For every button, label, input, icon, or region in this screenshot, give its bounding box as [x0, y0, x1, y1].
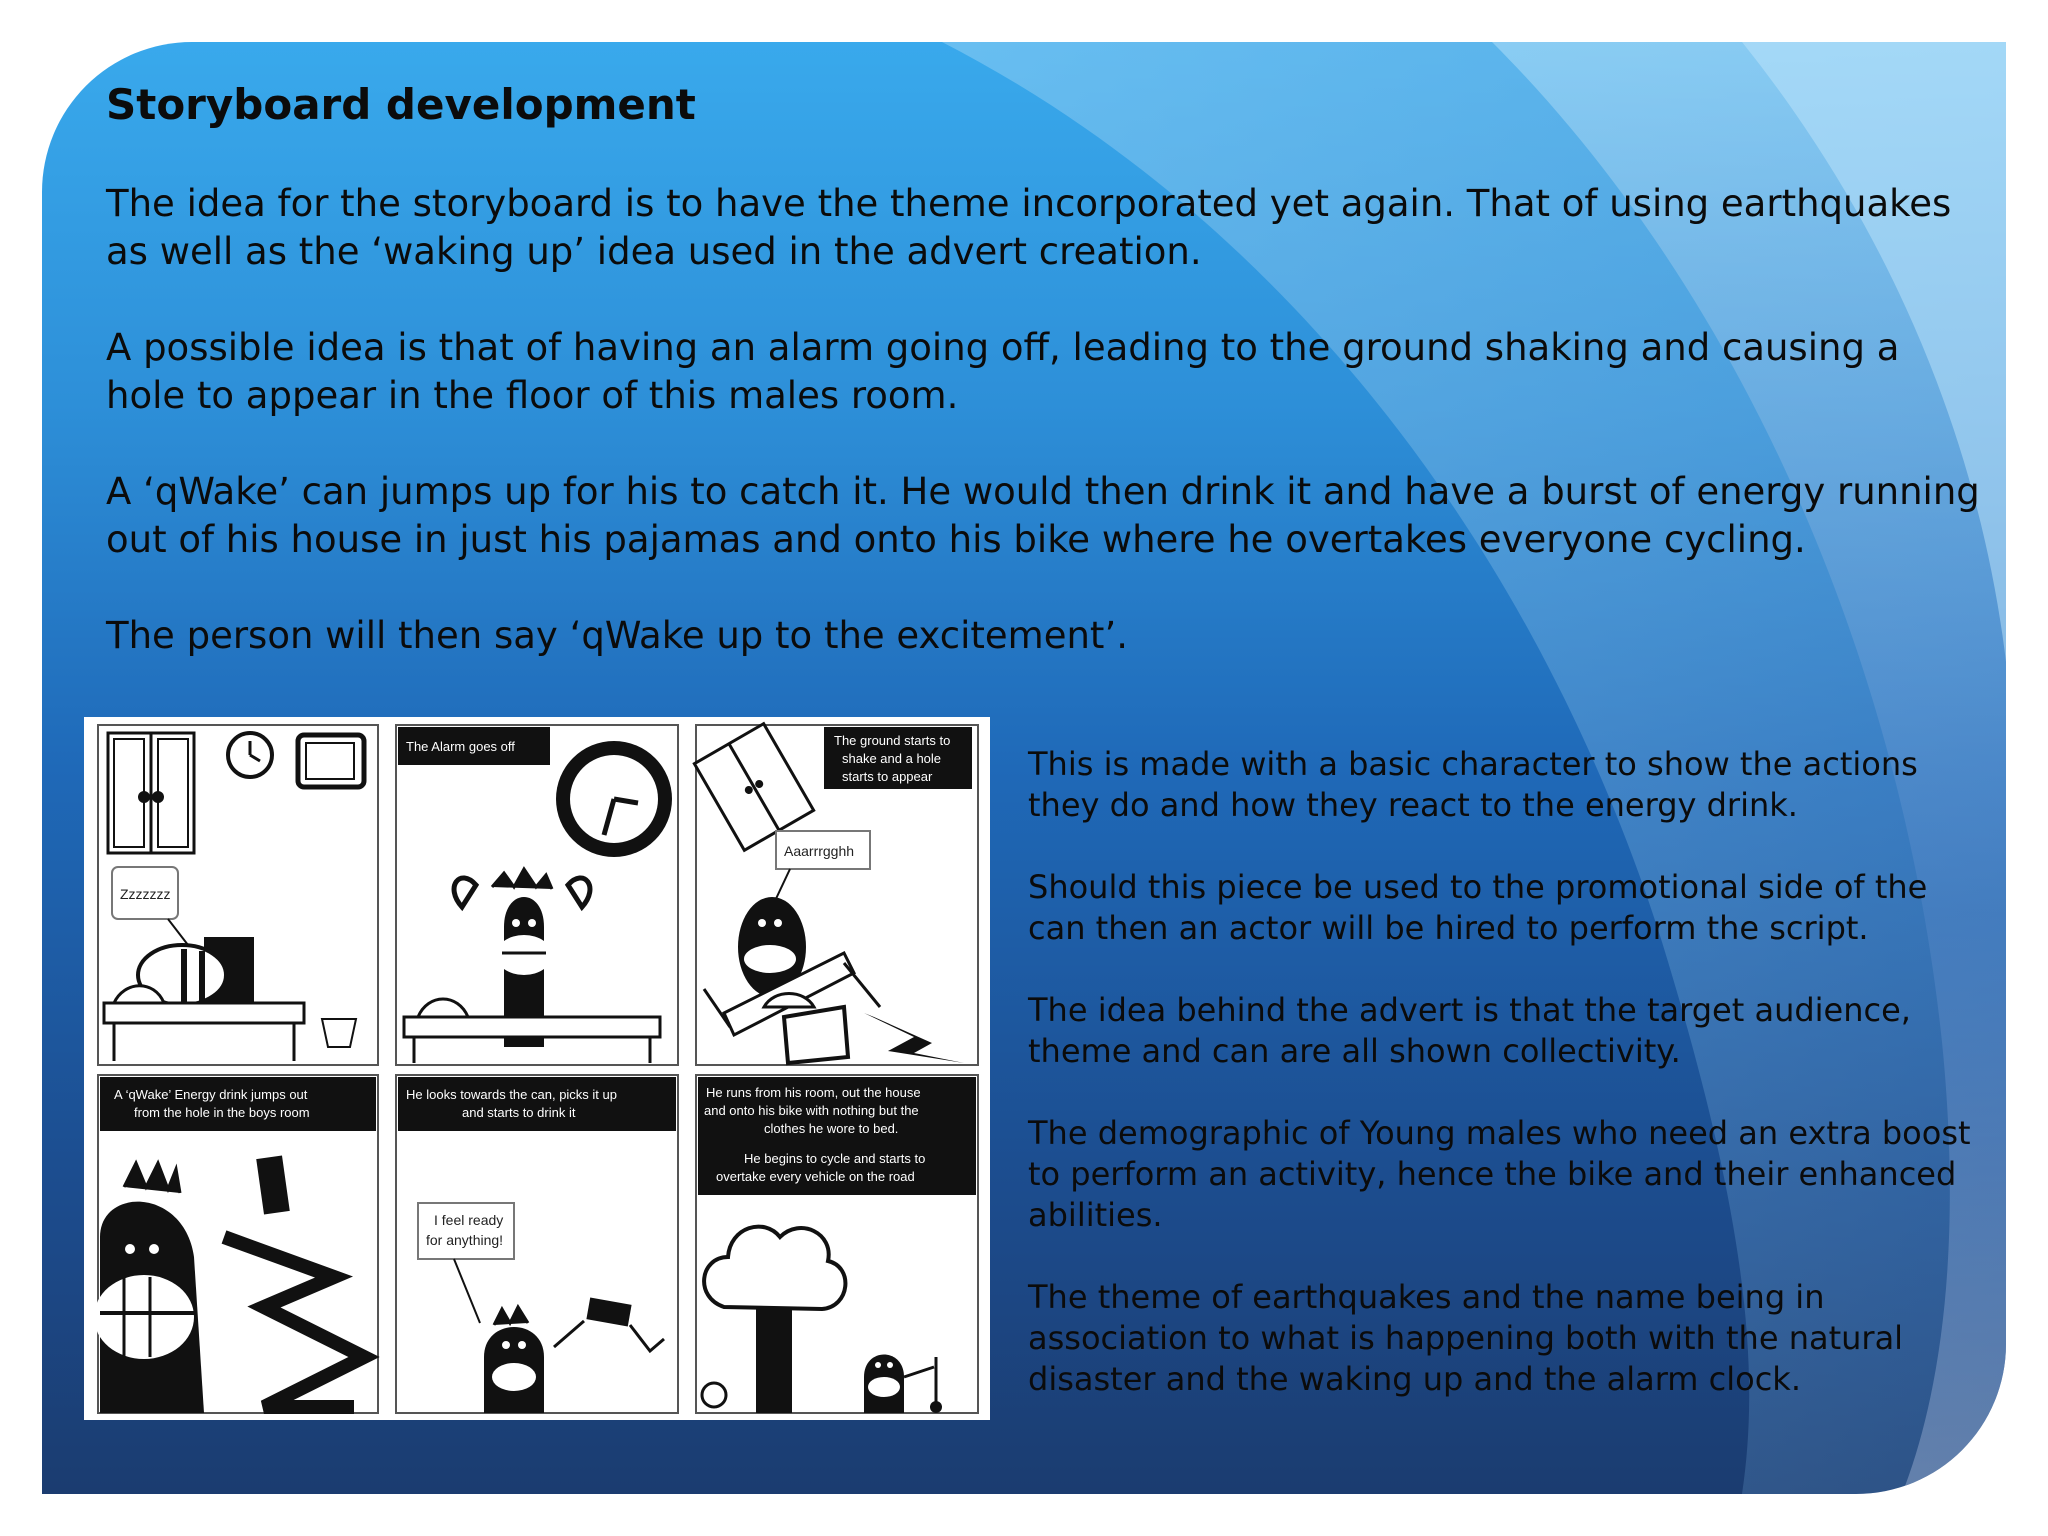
note-paragraph: The theme of earthquakes and the name being in association to what is happening both with the natural disaster and the waking up and the alarm clock.: [1028, 1278, 1904, 1398]
panel-3-bubble: Aaarrrgghh: [784, 843, 855, 859]
panel-6-caption-3: clothes he wore to bed.: [764, 1121, 899, 1136]
note-paragraph: The idea behind the advert is that the target audience, theme and can are all shown collectivity.: [1028, 991, 1911, 1070]
paragraph: A ‘qWake’ can jumps up for his to catch it. He would then drink it and have a burst of energy running out of his house in just his pajamas and onto his bike where he overtakes everyone cycling.: [106, 470, 1980, 561]
panel-6-caption-4: He begins to cycle and starts to: [744, 1151, 926, 1166]
panel-3-caption-3: starts to appear: [842, 769, 933, 784]
note-paragraph: Should this piece be used to the promotional side of the can then an actor will be hired to perform the script.: [1028, 868, 1928, 947]
panel-4-caption-2: from the hole in the boys room: [134, 1105, 310, 1120]
note-paragraph: This is made with a basic character to show the actions they do and how they react to the energy drink.: [1028, 745, 1918, 824]
paragraph: A possible idea is that of having an alarm going off, leading to the ground shaking and causing a hole to appear in the floor of this males room.: [106, 326, 1900, 417]
panel-1-bubble: Zzzzzzz: [120, 886, 171, 902]
panel-3-caption-1: The ground starts to: [834, 733, 951, 748]
panel-3-caption-2: shake and a hole: [842, 751, 942, 766]
storyboard-image: [84, 717, 990, 1420]
paragraph: The person will then say ‘qWake up to the excitement’.: [106, 614, 1128, 657]
slide-title: Storyboard development: [106, 80, 696, 129]
note-paragraph: The demographic of Young males who need an extra boost to perform an activity, hence the bike and their enhanced abilities.: [1028, 1114, 1971, 1234]
panel-5-caption-2: and starts to drink it: [462, 1105, 576, 1120]
panel-5-caption-1: He looks towards the can, picks it up: [406, 1087, 617, 1102]
main-text: [106, 180, 1986, 708]
panel-6-caption-2: and onto his bike with nothing but the: [704, 1103, 919, 1118]
panel-5-bubble-2: for anything!: [426, 1232, 504, 1248]
panel-6-caption-1: He runs from his room, out the house: [706, 1085, 921, 1100]
storyboard-panels: [84, 717, 990, 1420]
notes-text: [1028, 744, 1988, 1441]
panel-4-caption-1: A ‘qWake’ Energy drink jumps out: [114, 1087, 308, 1102]
panel-6-caption-5: overtake every vehicle on the road: [716, 1169, 915, 1184]
paragraph: The idea for the storyboard is to have the theme incorporated yet again. That of using earthquakes as well as the ‘waking up’ idea used in the advert creation.: [106, 182, 1952, 273]
panel-2-caption: The Alarm goes off: [406, 739, 515, 754]
panel-5-bubble-1: I feel ready: [434, 1212, 504, 1228]
slide-background: [42, 42, 2006, 1494]
